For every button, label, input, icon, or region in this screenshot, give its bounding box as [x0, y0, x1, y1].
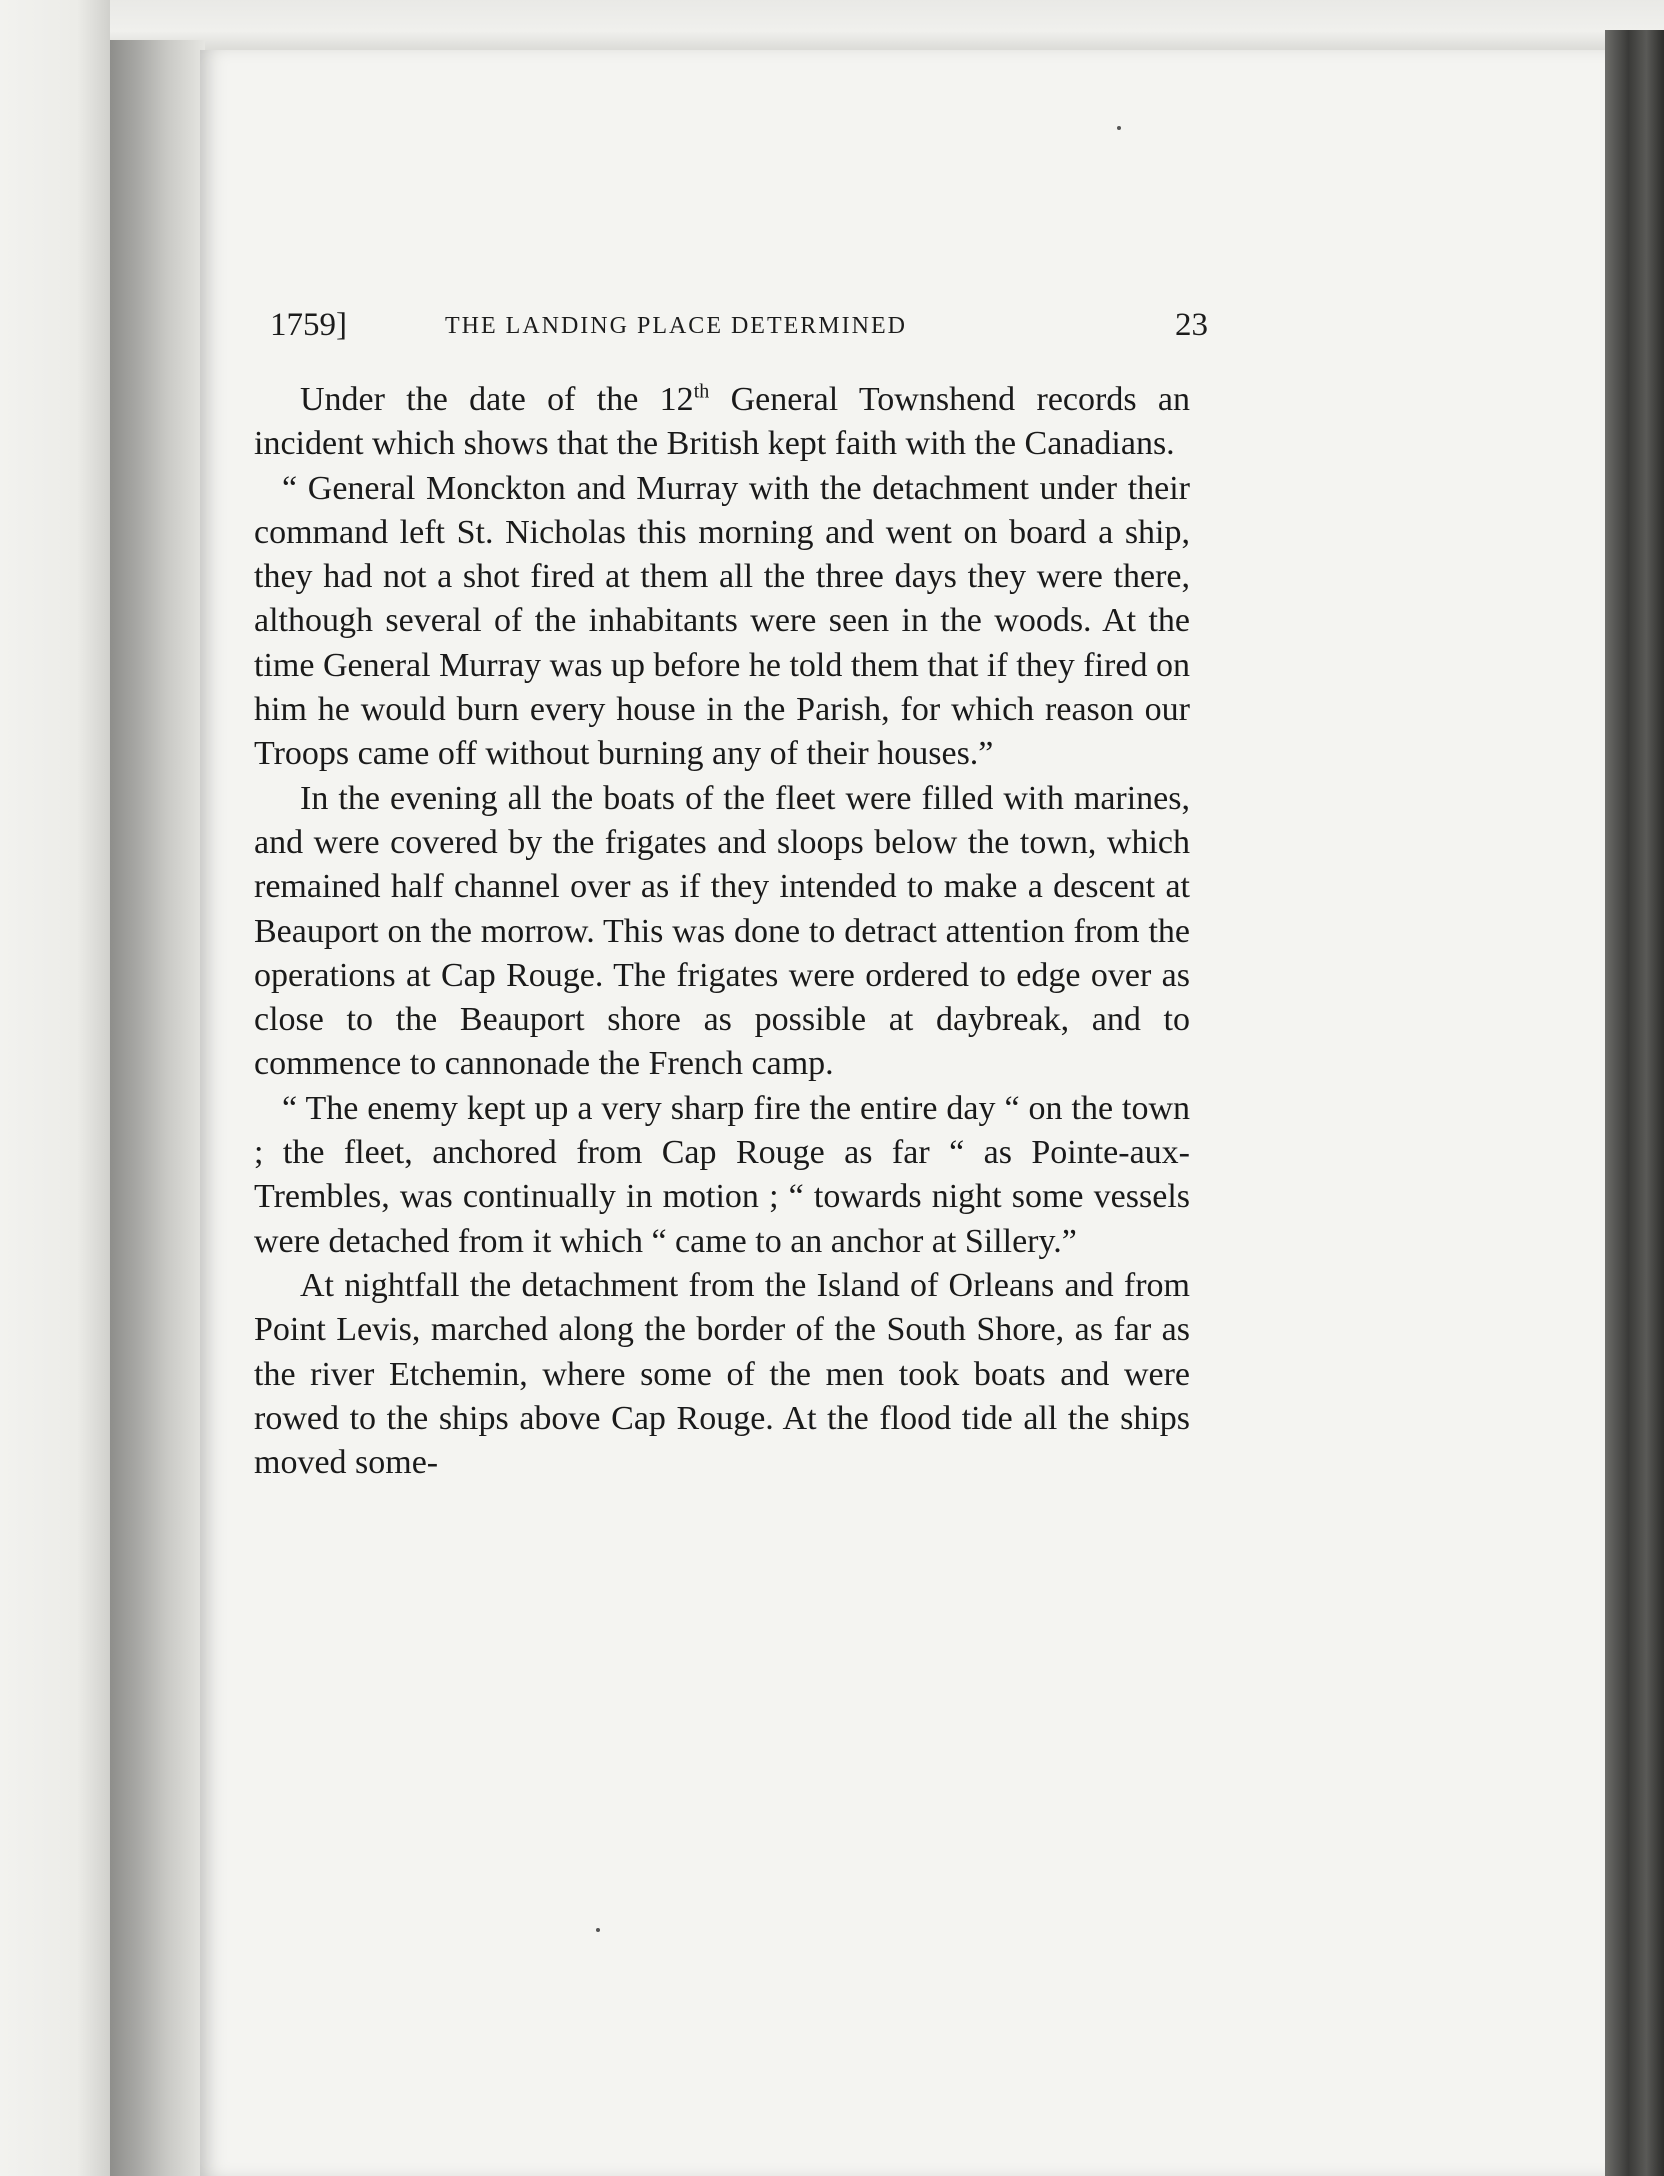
paper-speck [596, 1928, 600, 1932]
paragraph-5: At nightfall the detachment from the Island of Orleans and from Point Levis, marched along the border of the South Shore, as far as the river Etchemin, where some of the men took boats and were rowed to the ships above Cap Rouge. At the flood tide all the ships moved some- [254, 1266, 1190, 1482]
running-head-title: THE LANDING PLACE DETERMINED [445, 313, 907, 339]
body-text [254, 378, 1190, 1485]
page-number: 23 [1175, 307, 1208, 343]
ordinal-superscript: th [693, 380, 710, 403]
running-head [262, 303, 1208, 353]
paragraph-3: In the evening all the boats of the fleet were filled with marines, and were covered by the frigates and sloops below the town, which remained half channel over as if they intended to make a descent at Beauport on the morrow. This was done to detract attention from the operations at Cap Rouge. The frigates were ordered to edge over as close to the Beauport shore as possible at daybreak, and to commence to cannonade the French camp. [254, 779, 1190, 1083]
book-top-edge [110, 0, 1664, 52]
running-head-year: 1759] [270, 307, 347, 343]
paragraph-1 [254, 378, 1190, 467]
paragraph-2-quotation: “ General Monckton and Murray with the detachment under their command left St. Nicholas this morning and went on board a ship, they had not a shot fired at them all the three days they were there, although several of the inhabitants were seen in the woods. At the time General Murray was up before he told them that if they fired on him he would burn every house in the Parish, for which reason our Troops came off without burning any of their houses.” [254, 469, 1190, 773]
paragraph-1-text-start: Under the date of the 12 [300, 381, 694, 418]
facing-page-edge [0, 0, 110, 2176]
book-fore-edge [1605, 30, 1664, 2176]
paragraph-1-text-end: General Townshend records an incident which shows that the British kept faith with the Canadians. [254, 381, 1190, 463]
paragraph-4-quotation: “ The enemy kept up a very sharp fire the entire day “ on the town ; the fleet, anchored from Cap Rouge as far “ as Pointe-aux-Trembles, was continually in motion ; “ towards night some vessels were detached from it which “ came to an anchor at Sillery.” [254, 1089, 1190, 1260]
paper-speck [1117, 126, 1121, 130]
book-gutter-shadow [110, 40, 205, 2176]
